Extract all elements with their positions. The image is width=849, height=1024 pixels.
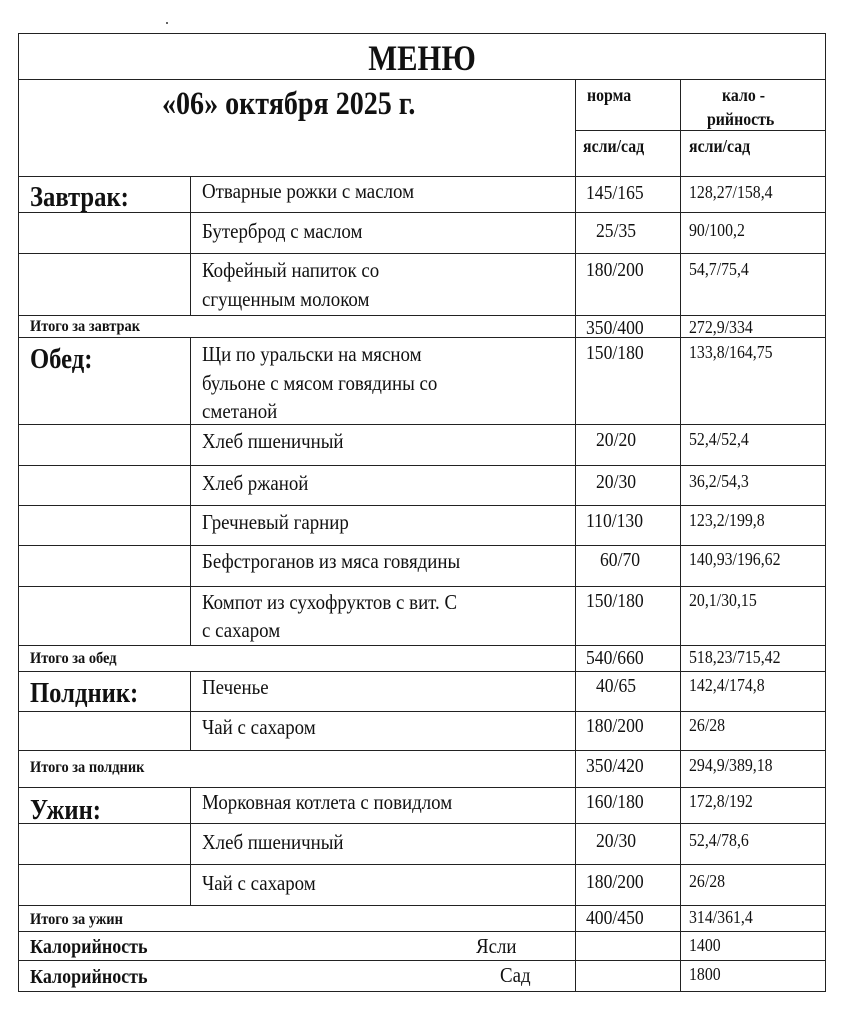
row-divider [18, 337, 826, 338]
dish-name: Отварные рожки с маслом [202, 179, 415, 203]
dish-norma: 20/20 [596, 429, 637, 451]
header-kcal-line1: кало - [722, 85, 765, 105]
dish-name: Хлеб пшеничный [202, 830, 344, 854]
dish-kcal: 172,8/192 [689, 791, 753, 811]
total-norma: 350/400 [586, 317, 644, 339]
dish-norma: 145/165 [586, 182, 644, 204]
total-kcal: 518,23/715,42 [689, 647, 781, 667]
dish-name: Хлеб пшеничный [202, 429, 344, 453]
dish-name: Щи по уральски на мясном [202, 342, 422, 366]
dish-name: сметаной [202, 399, 278, 423]
row-divider [18, 176, 826, 177]
row-divider [18, 212, 826, 213]
dish-name: Хлеб ржаной [202, 471, 309, 495]
dish-kcal: 128,27/158,4 [689, 182, 773, 202]
total-label: Итого за полдник [30, 759, 145, 776]
total-kcal: 314/361,4 [689, 907, 753, 927]
page-title: МЕНЮ [368, 38, 476, 78]
header-kcal-line2: рийность [707, 109, 775, 129]
header-norma: норма [587, 85, 632, 105]
dish-name: Чай с сахаром [202, 715, 316, 739]
row-divider [18, 505, 826, 506]
row-divider [18, 315, 826, 316]
row-divider [18, 79, 826, 80]
dish-norma: 40/65 [596, 675, 637, 697]
dish-norma: 25/35 [596, 220, 637, 242]
header-norma-sub: ясли/сад [583, 136, 645, 156]
col-divider [190, 337, 191, 645]
row-divider [18, 823, 826, 824]
dish-name: Чай с сахаром [202, 871, 316, 895]
row-divider [18, 545, 826, 546]
col-divider [680, 79, 681, 992]
total-label: Итого за обед [30, 650, 117, 667]
row-divider [18, 253, 826, 254]
col-divider [190, 176, 191, 315]
row-divider [575, 130, 826, 131]
col-divider [575, 79, 576, 992]
total-label: Итого за ужин [30, 911, 123, 928]
row-divider [18, 586, 826, 587]
dish-norma: 160/180 [586, 791, 644, 813]
dish-kcal: 133,8/164,75 [689, 342, 773, 362]
dish-kcal: 20,1/30,15 [689, 590, 757, 610]
total-norma: 350/420 [586, 755, 644, 777]
dish-name: Печенье [202, 675, 269, 699]
header-kcal-sub: ясли/сад [689, 136, 751, 156]
dish-name: Бутерброд с маслом [202, 219, 363, 243]
dish-norma: 110/130 [586, 510, 644, 532]
dish-name: Морковная котлета с повидлом [202, 790, 453, 814]
dish-name: бульоне с мясом говядины со [202, 371, 438, 395]
total-kcal: 272,9/334 [689, 317, 753, 337]
menu-date: «06» октября 2025 г. [162, 86, 416, 122]
dish-norma: 180/200 [586, 259, 644, 281]
calories-group: Сад [500, 963, 531, 987]
dish-kcal: 123,2/199,8 [689, 510, 765, 530]
dish-kcal: 26/28 [689, 871, 726, 891]
dish-name: Бефстроганов из мяса говядины [202, 549, 461, 573]
meal-label-breakfast: Завтрак: [30, 182, 129, 213]
total-label: Итого за завтрак [30, 318, 141, 335]
row-divider [18, 905, 826, 906]
calories-group: Ясли [476, 934, 517, 958]
row-divider [18, 960, 826, 961]
row-divider [18, 671, 826, 672]
calories-value: 1400 [689, 935, 721, 955]
row-divider [18, 645, 826, 646]
dish-kcal: 140,93/196,62 [689, 549, 781, 569]
total-kcal: 294,9/389,18 [689, 755, 773, 775]
row-divider [18, 750, 826, 751]
dish-norma: 180/200 [586, 871, 644, 893]
meal-label-dinner: Ужин: [30, 795, 102, 826]
dish-kcal: 52,4/78,6 [689, 830, 749, 850]
col-divider [190, 787, 191, 905]
dish-kcal: 26/28 [689, 715, 726, 735]
row-divider [18, 864, 826, 865]
calories-label: Калорийность [30, 936, 148, 958]
dish-name: Кофейный напиток со [202, 258, 380, 282]
scan-speck [166, 22, 168, 24]
total-norma: 540/660 [586, 647, 644, 669]
row-divider [18, 424, 826, 425]
calories-value: 1800 [689, 964, 721, 984]
dish-name: Компот из сухофруктов с вит. С [202, 590, 458, 614]
dish-norma: 180/200 [586, 715, 644, 737]
meal-label-snack: Полдник: [30, 678, 139, 709]
dish-name: Гречневый гарнир [202, 510, 349, 534]
row-divider [18, 465, 826, 466]
dish-kcal: 52,4/52,4 [689, 429, 749, 449]
row-divider [18, 711, 826, 712]
row-divider [18, 931, 826, 932]
dish-name: сгущенным молоком [202, 287, 370, 311]
dish-kcal: 142,4/174,8 [689, 675, 765, 695]
calories-label: Калорийность [30, 966, 148, 988]
meal-label-lunch: Обед: [30, 344, 93, 375]
dish-kcal: 90/100,2 [689, 220, 745, 240]
dish-kcal: 54,7/75,4 [689, 259, 749, 279]
dish-norma: 20/30 [596, 830, 637, 852]
col-divider [190, 671, 191, 750]
dish-kcal: 36,2/54,3 [689, 471, 749, 491]
dish-norma: 150/180 [586, 590, 644, 612]
dish-name: с сахаром [202, 618, 281, 642]
dish-norma: 20/30 [596, 471, 637, 493]
dish-norma: 60/70 [600, 549, 641, 571]
total-norma: 400/450 [586, 907, 644, 929]
dish-norma: 150/180 [586, 342, 644, 364]
